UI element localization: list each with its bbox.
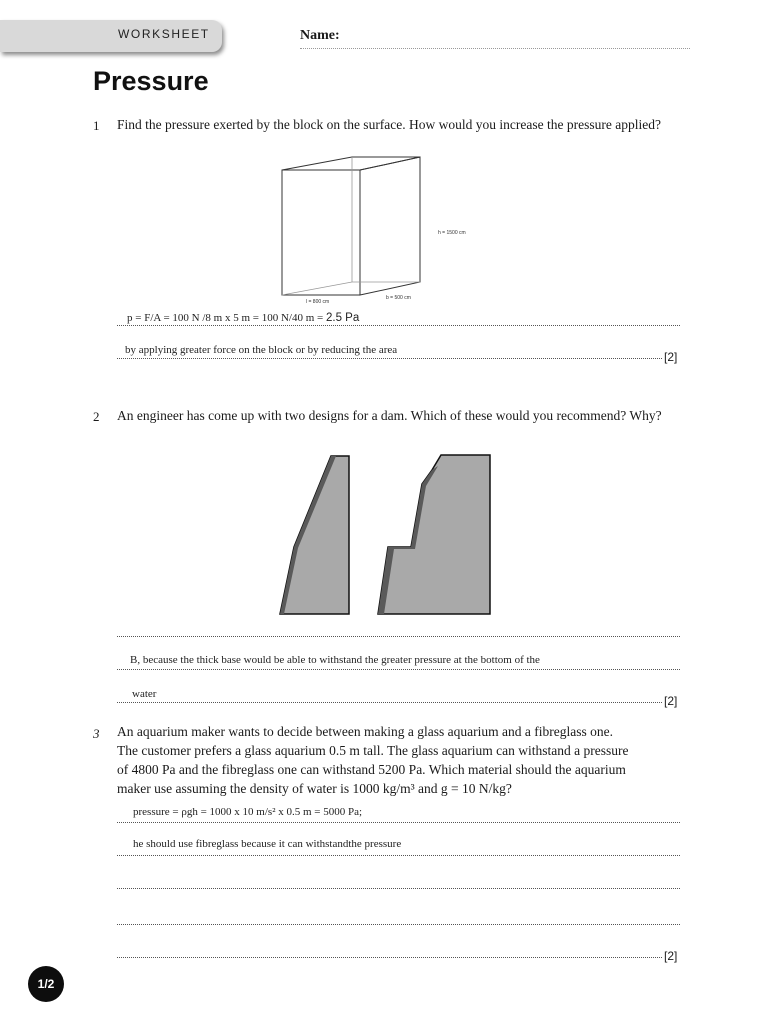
q3-marks: [2] [664, 949, 678, 963]
q3-answer-line-3[interactable] [117, 888, 680, 889]
q3-answer-line-4[interactable] [117, 924, 680, 925]
page-title: Pressure [93, 66, 209, 96]
q2-answer-2: water [132, 688, 157, 700]
page-number-badge: 1/2 [28, 966, 64, 1002]
q3-answer-2 [133, 838, 401, 850]
q1-answer-1 [127, 312, 359, 324]
name-label: Name: [300, 28, 340, 43]
height-label: h = 1500 cm [438, 230, 466, 236]
block-hidden-edge-d [282, 282, 352, 295]
question-1-number: 1 [93, 118, 100, 133]
question-2-text: An engineer has come up with two designs for a dam. Which of these would you recommend? Why? [117, 408, 662, 423]
block-top-face [282, 157, 420, 170]
dam-b [378, 455, 490, 614]
question-2-number: 2 [93, 409, 100, 424]
block-diagram [270, 150, 500, 310]
block-front-face [282, 170, 360, 295]
dam-designs-diagram [270, 450, 500, 620]
q2-marks: [2] [664, 694, 678, 708]
dam-a [280, 456, 349, 614]
q3-answer-line-1[interactable] [117, 822, 680, 823]
q2-answer-line-2[interactable] [117, 669, 680, 670]
worksheet-label: WORKSHEET [118, 27, 210, 41]
question-3-line-2: The customer prefers a glass aquarium 0.5 m tall. The glass aquarium can withstand a pressure [117, 743, 629, 758]
q1-answer-1-working: p = F/A = 100 N /8 m x 5 m = 100 N/40 m = [127, 312, 326, 324]
question-3-number: 3 [93, 726, 100, 741]
q3-answer-1: pressure = ρgh = 1000 x 10 m/s² x 0.5 m = 5000 Pa; [133, 806, 363, 818]
q1-answer-2: by applying greater force on the block or by reducing the area [125, 344, 398, 356]
q3-answer-2-tail: the pressure [348, 838, 402, 850]
question-3-text [117, 722, 692, 798]
question-3-line-3: of 4800 Pa and the fibreglass one can withstand 5200 Pa. Which material should the aquarium [117, 762, 626, 777]
q3-answer-2-main: he should use fibreglass because it can withstand [133, 838, 349, 850]
q2-answer-line-1[interactable] [117, 636, 680, 637]
q1-answer-1-value: 2.5 Pa [326, 312, 360, 324]
name-field-line [300, 48, 690, 49]
q3-answer-line-2[interactable] [117, 855, 680, 856]
q1-answer-line-2[interactable] [117, 358, 662, 359]
q2-answer-line-3[interactable] [117, 702, 662, 703]
q1-marks: [2] [664, 350, 678, 364]
question-1-text: Find the pressure exerted by the block on the surface. How would you increase the pressure applied? [117, 117, 661, 132]
question-3-line-1: An aquarium maker wants to decide between making a glass aquarium and a fibreglass one. [117, 724, 613, 739]
q2-answer-1: B, because the thick base would be able to withstand the greater pressure at the bottom of the [130, 654, 540, 666]
block-side-face [360, 157, 420, 295]
question-3-line-4: maker use assuming the density of water is 1000 kg/m³ and g = 10 N/kg? [117, 781, 512, 796]
length-label: l = 800 cm [306, 299, 330, 305]
q3-answer-line-5[interactable] [117, 957, 662, 958]
q1-answer-line-1[interactable] [117, 325, 680, 326]
breadth-label: b = 500 cm [386, 295, 411, 301]
